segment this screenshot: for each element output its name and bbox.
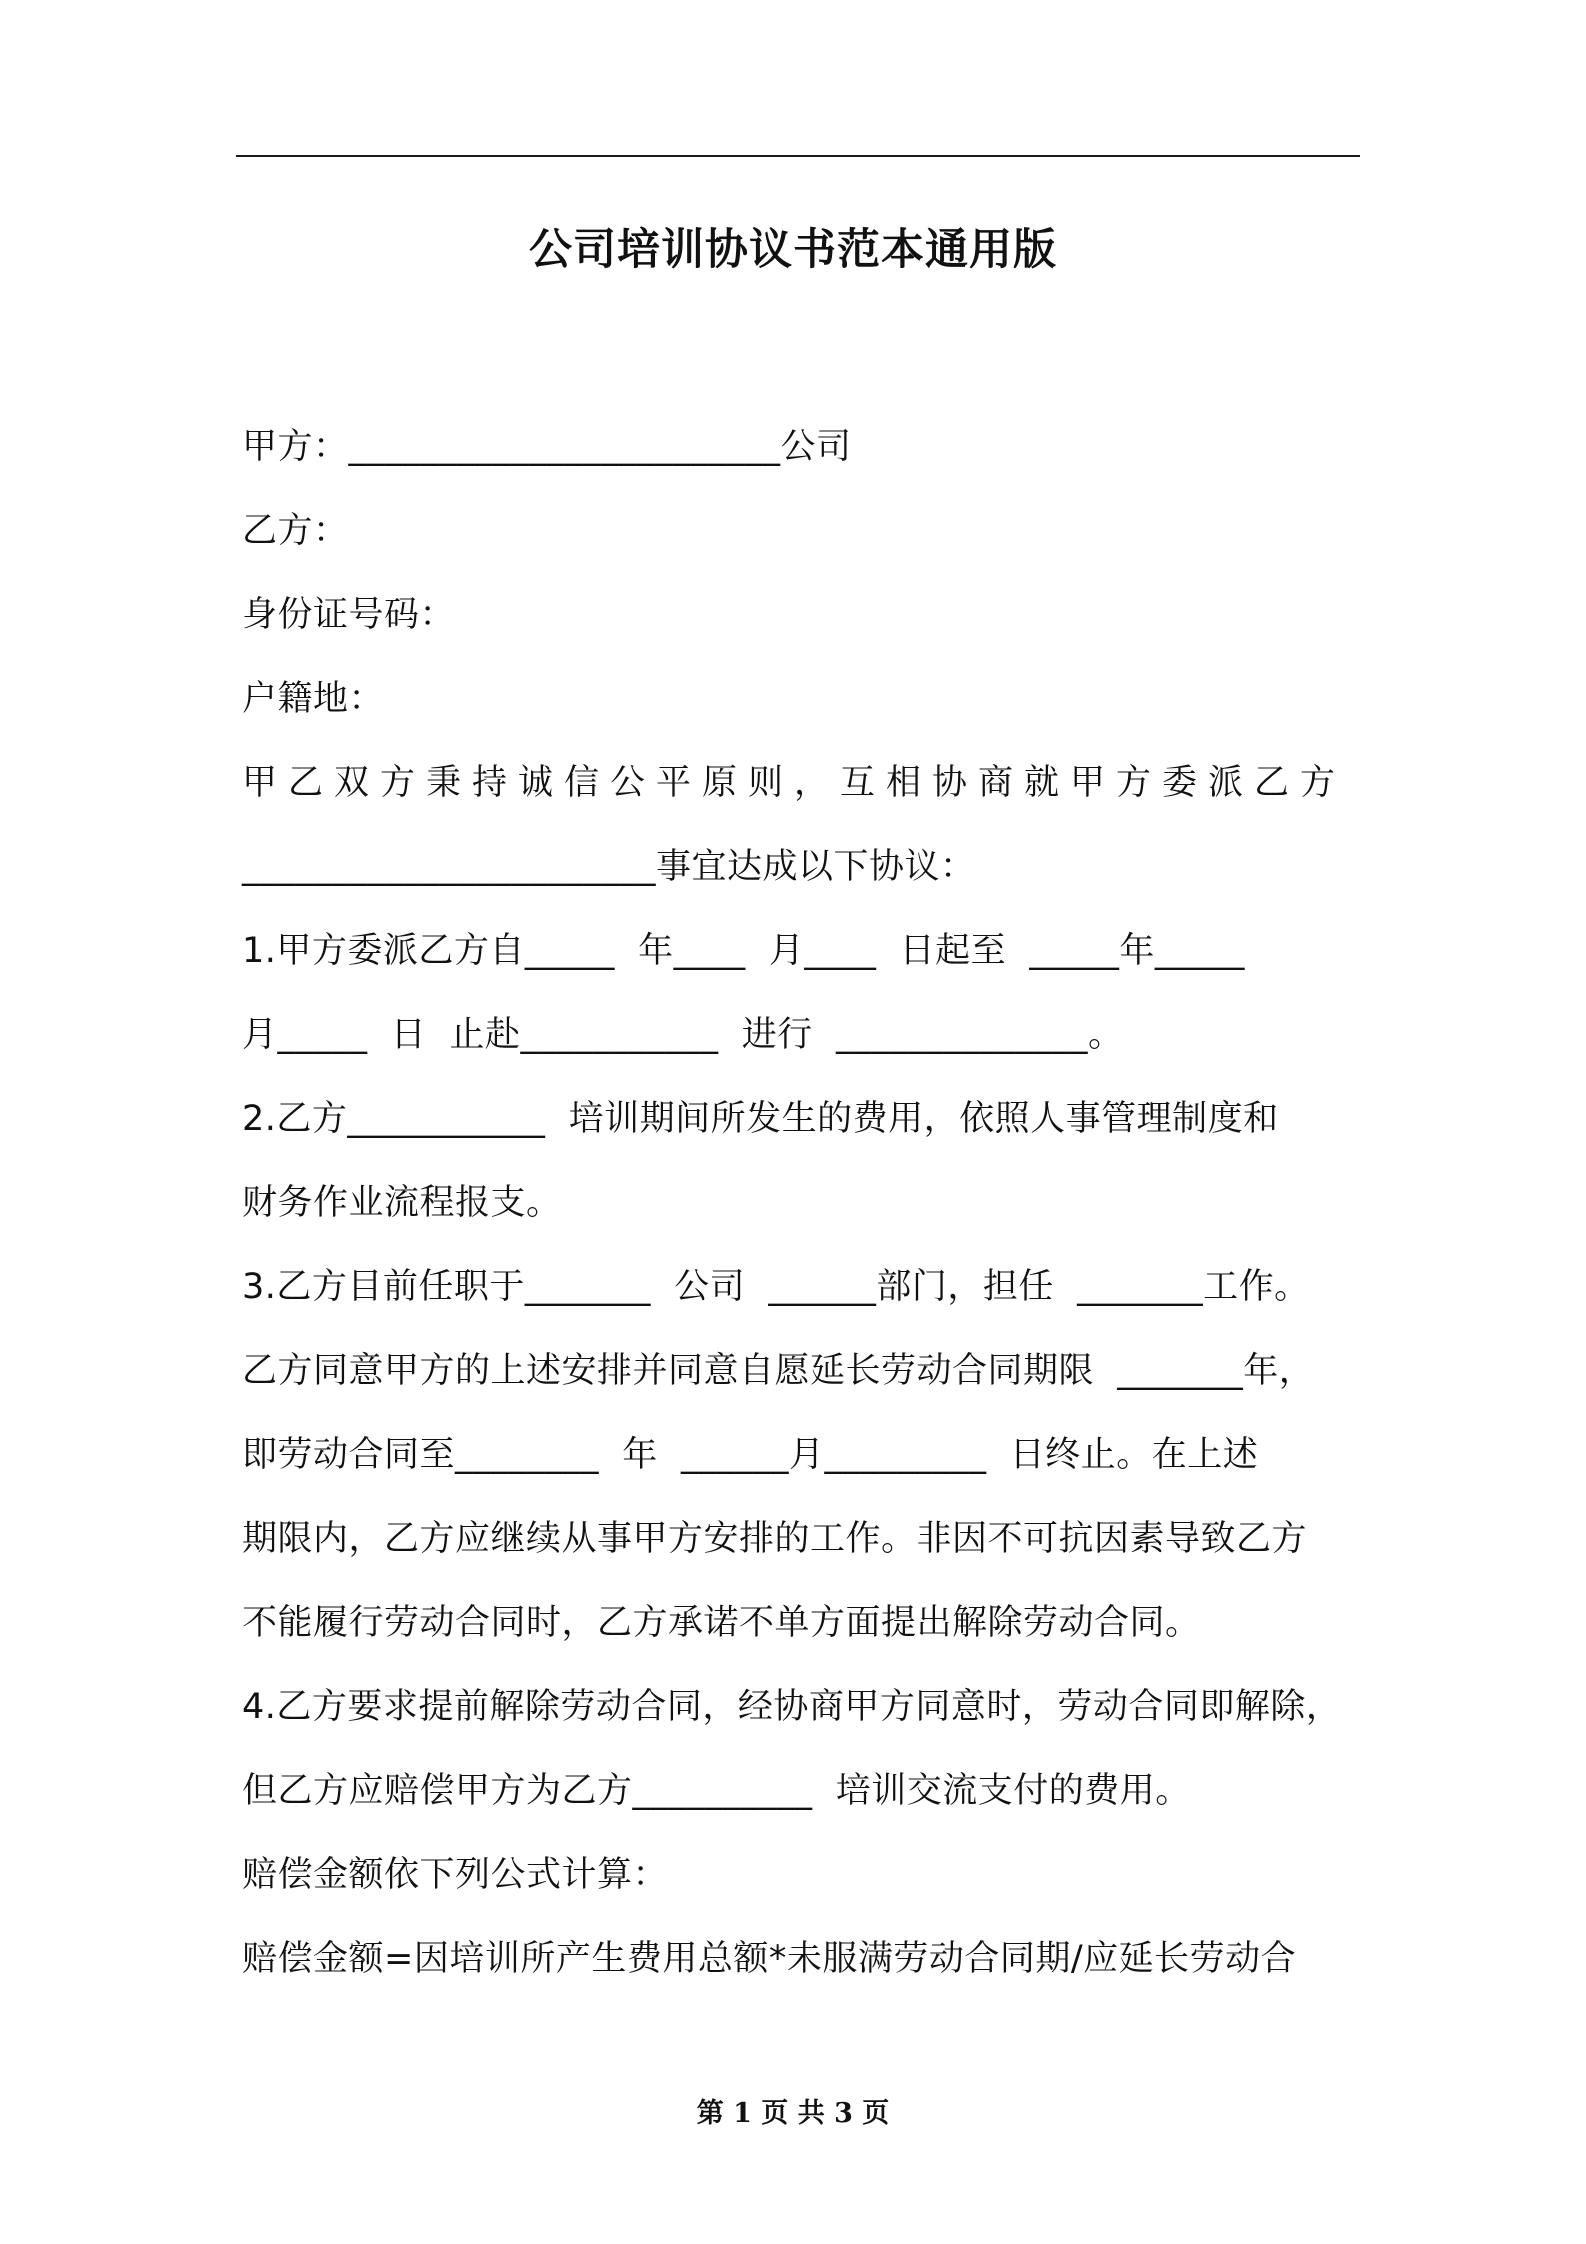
party-a-line: 甲方：________________________公司: [242, 427, 852, 467]
clause-3-line: 乙方同意甲方的上述安排并同意自愿延长劳动合同期限 _______年，: [242, 1351, 1315, 1391]
clause-4-line: 但乙方应赔偿甲方为乙方__________ 培训交流支付的费用。: [242, 1771, 1191, 1811]
clause-2-line: 2.乙方___________ 培训期间所发生的费用，依照人事管理制度和: [242, 1099, 1279, 1139]
clause-1-line: 1.甲方委派乙方自_____ 年____ 月____ 日起至 _____年_____: [242, 931, 1245, 971]
document-title: 公司培训协议书范本通用版: [529, 225, 1057, 275]
clause-3-line: 即劳动合同至________ 年 ______月_________ 日终止。在上述: [242, 1435, 1259, 1475]
party-b-line: 乙方：: [242, 511, 349, 551]
formula-line: 赔偿金额=因培训所产生费用总额*未服满劳动合同期/应延长劳动合: [242, 1939, 1297, 1979]
clause-2-line: 财务作业流程报支。: [242, 1183, 562, 1223]
clause-3-line: 3.乙方目前任职于_______ 公司 ______部门，担任 _______工作。: [242, 1267, 1310, 1307]
clause-1-line: 月_____ 日 止赴___________ 进行 ______________。: [242, 1015, 1124, 1055]
page-number: 第 1 页 共 3 页: [696, 2098, 890, 2129]
preamble-line: 甲乙双方秉持诚信公平原则，互相协商就甲方委派乙方: [242, 763, 1347, 803]
clause-3-line: 不能履行劳动合同时，乙方承诺不单方面提出解除劳动合同。: [242, 1603, 1201, 1643]
preamble-line: _______________________事宜达成以下协议：: [242, 847, 976, 887]
document-body: [242, 405, 1362, 2001]
household-line: 户籍地：: [242, 679, 385, 719]
clause-3-line: 期限内，乙方应继续从事甲方安排的工作。非因不可抗因素导致乙方: [242, 1519, 1308, 1559]
clause-4-line: 4.乙方要求提前解除劳动合同，经协商甲方同意时，劳动合同即解除，: [242, 1687, 1342, 1727]
formula-intro-line: 赔偿金额依下列公式计算：: [242, 1855, 669, 1895]
header-rule: [236, 155, 1360, 157]
id-number-line: 身份证号码：: [242, 595, 456, 635]
